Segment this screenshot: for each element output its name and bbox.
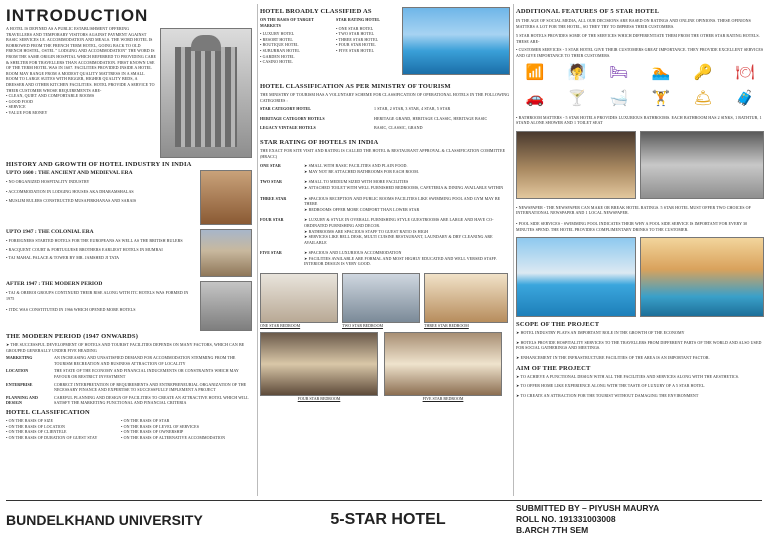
luggage-icon: 🧳	[735, 91, 755, 108]
aim-heading: AIM OF THE PROJECT	[516, 364, 591, 372]
taj-palace-photo	[200, 229, 252, 277]
list-item: • GOOD FOOD	[6, 99, 156, 105]
list-item: • ON THE BASIS OF LOCATION	[6, 424, 111, 430]
list-item: ➤ SMALL TO MEDIUM SIZED WITH MORE FACILITIES	[304, 179, 503, 185]
luxury-bathroom-photo	[516, 131, 636, 199]
list-item: ➤ SERVICES LIKE BELL DESK, MULTI CUISINE RESTAURANT, LAUNDARY & DRY CLEANING ARE AVAILABLE	[304, 234, 510, 245]
list-item: ➤ TO ACHIEVE A FUNCTIONAL DESIGN WITH ALL THE FACILITIES AND SERVICES ALONG WITH THE AESTHETICS.	[516, 374, 764, 380]
list-item: ➤ HOTELS PROVIDE HOSPITALITY SERVICES TO THE TRAVELLERS FROM DIFFERENT PARTS OF THE WORLD AND ALSO USED FOR SOCIAL GATHERINGS AND MEETINGS.	[516, 340, 764, 351]
additional-features-heading: ADDITIONAL FEATURES OF 5 STAR HOTEL	[516, 8, 660, 15]
list-item: ➤ ATTACHED TOILET WITH WELL FURNISHED BEDROOMS, CAFETERIA & DINING AVAILABLE WITHIN	[304, 185, 503, 191]
submitted-by: SUBMITTED BY – PIYUSH MAURYA	[516, 503, 660, 513]
star-label: TWO STAR	[260, 179, 282, 185]
factor-label: PLANNING AND DESIGN	[6, 394, 38, 406]
bath-icon: 🛁	[609, 91, 629, 108]
list-item: • ON THE BASIS OF ALTERNATIVE ACCOMMODATION	[121, 435, 251, 441]
factor-value: THE STATE OF THE ECONOMY AND FINANCIAL INDUCEMENTS OR CONSTRAINTS WHICH MAY FAVOUR OR RESTRICT INVESTMENT	[54, 368, 239, 379]
list-item: • FIVE STAR HOTEL	[336, 48, 396, 54]
list-item: • MUSLIM RULERS CONSTRUCTED MUSAFIRKHANAS AND SARAIS	[6, 198, 196, 204]
factor-value: CAREFUL PLANNING AND DESIGN OF FACILITIES TO CREATE AN ATTRACTIVE HOTEL WHICH WILL SATISFY THE MARKETING FUNCTIONAL AND FINANCIAL CRITERIA	[54, 394, 249, 406]
column-classification	[260, 6, 510, 401]
factor-value: CORRECT INTERPRETATION OF REQUIREMENTS AND ENTREPRENEURIAL ORGANIZATION OF THE NECESSARY FINANCE AND EXPERTISE TO SUCCESSFULLY IMPLEMENT A PROJECT	[54, 381, 247, 393]
pool-side-item: • POOL SIDE SERVICES - SWIMMING POOL INDICATES THEIR WHY A POOL SIDE SERVICE IS IMPORTANT FOR EVERY 30 MINUTES SPEND. THE HOTEL PROVIDES COMPLIMENTARY DRINKS TO THE CUSTOMER.	[516, 221, 764, 232]
features-text: IN THE AGE OF SOCIAL MEDIA, ALL OUR DECISIONS ARE BASED ON RATINGS AND ONLINE OPINIONS. THESE OPINIONS MATTERS A LOT FOR THE HOTEL, SO THEY TRY TO IMPRESS THEIR CUSTOMERS.	[516, 18, 751, 29]
list-item: • ON THE BASIS OF SIZE	[6, 418, 111, 424]
gym-icon: 🏋	[651, 91, 671, 108]
list-item: • ON THE BASIS OF DURATION OF GUEST STAY	[6, 435, 111, 441]
list-item: ➤ MAY NOT BE ATTACHED BATHROOMS FOR EACH ROOM.	[304, 169, 419, 175]
photo-caption: TWO STAR BEDROOM	[342, 323, 384, 329]
shower-bathroom-photo	[640, 131, 764, 199]
university-name: BUNDELKHAND UNIVERSITY	[6, 511, 203, 528]
list-item: • VALUE FOR MONEY	[6, 110, 156, 116]
list-item: • ON THE BASIS OF OWNERSHIP	[121, 429, 251, 435]
sub-heading: ON THE BASIS OF TARGET MARKETS	[260, 17, 314, 28]
scope-heading: SCOPE OF THE PROJECT	[516, 321, 600, 329]
list-item: ➤ BEDROOMS OFFER MORE COMFORT THAN LOWER STAR	[304, 207, 510, 213]
car-icon: 🚗	[525, 91, 545, 108]
period-heading: UPTO 1600 : THE ANCIENT AND MEDIEVAL ERA	[6, 170, 133, 176]
list-item: • ACCOMMODATION IN LODGING HOUSES AKA DHARAMSHALAS	[6, 189, 196, 195]
newspaper-item: • NEWSPAPER - THE NEWSPAPER CAN MAKE OR BREAK HOTEL RATINGS. 5 STAR HOTEL MUST OFFER TWO CHOICES OF INTERNATIONAL NEWSPAPER AND 1 LOCAL NEWSPAPER.	[516, 205, 764, 216]
list-item: ➤ SPACIOUS AND LUXURIOUS ACCOMMODATION	[304, 250, 510, 256]
title-block	[6, 500, 762, 538]
list-item: • ON THE BASIS OF CLIENTELE	[6, 429, 111, 435]
list-item: • ONE STAR HOTEL	[336, 26, 396, 32]
classification-heading: HOTEL CLASSIFICATION	[6, 408, 90, 416]
list-item: • SUBURBAN HOTEL	[260, 48, 330, 54]
column-features	[516, 6, 764, 398]
list-item: • FOREIGNERS STARTED HOTELS FOR THE EUROPEANS AS WELL AS THE BRITISH RULERS	[6, 238, 196, 244]
one-star-bedroom-photo	[260, 273, 338, 323]
pool-icon: 🏊	[651, 65, 671, 82]
photo-caption: THREE STAR BEDROOM	[424, 323, 469, 329]
category-value: BASIC, CLASSIC, GRAND	[374, 125, 423, 131]
semester: B.ARCH 7TH SEM	[516, 525, 589, 535]
ministry-heading: HOTEL CLASSIFICATION AS PER MINISTRY OF TOURISM	[260, 83, 451, 90]
list-item: • ITDC WAS CONSTITUTED IN 1966 WHICH OPENED MORE HOTELS	[6, 307, 196, 313]
star-label: FOUR STAR	[260, 217, 284, 223]
category-label: HERITAGE CATEGORY HOTELS	[260, 115, 325, 121]
photo-caption: FOUR STAR BEDROOM	[297, 396, 341, 402]
list-item: ➤ SPACIOUS RECEPTION AND PUBLIC ROOMS FACILITIES LIKE SWIMMING POOL AND GYM MAY BE THERE	[304, 196, 510, 207]
spa-icon: 🧖	[567, 65, 587, 82]
list-item: ➤ BATHROOMS ARE SPACIOUS STAFF TO GUEST RATIO IS HIGH	[304, 229, 510, 235]
star-label: FIVE STAR	[260, 250, 282, 256]
column-divider	[257, 4, 258, 496]
star-rating-text: THE EXACT FOR SITE VISIT AND RATING IS CALLED THE HOTEL & RESTAURANT APPROVAL & CLASSIFICATION COMMITTEE (HRACC)	[260, 147, 506, 159]
list-item: ➤ TO OFFER HOME LIKE EXPERIENCE ALONG WITH THE TASTE OF LUXURY OF A 5 STAR HOTEL.	[516, 383, 764, 389]
list-item: • CASINO HOTEL	[260, 59, 330, 65]
list-item: ➤ FACILITIES AVAILABLE ARE FORMAL AND MOST HIGHLY EDUCATED AND WELL VERSED STAFF. INTERIOR DESIGN IS VERY GOOD.	[304, 256, 510, 267]
intro-text: A HOTEL IS DEFINED AS A PUBLIC ESTABLISHMENT OFFERING TRAVELLERS AND TEMPORARY VISITORS AGAINST PAYMENT AGAINST BASIC SERVICES I.E. ACCOMMODATION AND MEALS. THE WORD HOTEL IS BORROWED FROM THE FRENCH TERM HOTEL, GOING BACK TO OLD FRENCH HOSTEL, OSTEL " LODGING AND ACCOMMODATION" THE WORD IS FROM THE SAME ORIGIN HOSPITAL WHICH REFERRED TO PROVIDING CARE & SHELTER FOR TRAVELLERS THAN ACCOMMODATION. FIRST KNOWN USE OF THE TERM HOTEL WAS IN 1607. FACILITIES PROVIDED INSIDE A HOTEL ROOM MAY RANGE FROM A MODEST QUALITY MATTRESS IN A SMALL ROOM TO LARGE SUITES WITH BIGGER, HIGHER QUALITY BEDS, A DRESSER AND OTHER KITCHEN FACILITIES. HOTEL PROVIDE A SERVICE TO THEIR CUSTOMER WHOSE REQUIREMENTS ARE-	[6, 26, 157, 93]
modern-period-heading: THE MODERN PERIOD (1947 ONWARDS)	[6, 333, 139, 340]
four-star-bedroom-photo	[260, 332, 378, 396]
list-item: ➤ TO CREATE AN ATTRACTION FOR THE TOURIST WITHOUT DAMAGING THE ENVIRONMENT	[516, 393, 764, 399]
roll-number: ROLL NO. 191331003008	[516, 514, 616, 524]
list-item: • CLEAN, QUIET AND COMFORTABLE ROOMS	[6, 93, 156, 99]
five-star-bedroom-photo	[384, 332, 502, 396]
column-introduction	[6, 6, 254, 440]
submission-info	[516, 503, 659, 536]
key-icon: 🔑	[693, 65, 713, 82]
two-star-bedroom-photo	[342, 273, 420, 323]
list-item: • TAJ MAHAL PALACE & TOWER BY MR. JAMSHED JI TATA	[6, 255, 196, 261]
factor-table	[6, 355, 254, 406]
cocktail-icon: 🍸	[567, 91, 587, 108]
factor-label: MARKETING	[6, 355, 33, 361]
category-value: HERITAGE GRAND, HERITAGE CLASSIC, HERITAGE BASIC	[374, 115, 488, 121]
list-item: • RESORT HOTEL	[260, 37, 330, 43]
list-item: • ON THE BASIS OF STAR	[121, 418, 251, 424]
list-item: • RACQUENT COURT & PORTUGUESE BROTHERS EARLIEST HOTELS IN MUMBAI	[6, 247, 196, 253]
star-label: ONE STAR	[260, 163, 281, 169]
list-item: ➤ LUXURY & STYLE IN OVERALL FURNISHING STYLE GUESTROOMS ARE LARGE AND HAVE CO-ORDINATED FURNISHING AND DECOR.	[304, 217, 510, 228]
list-item: • LUXURY HOTEL	[260, 31, 330, 37]
list-item: ➤ ENHANCEMENT IN THE INFRASTRUCTURE FACILITIES OF THE AREA IS AN IMPORTANT FACTOR.	[516, 355, 764, 361]
pool-service-photo	[640, 237, 764, 317]
list-item: • SERVICE	[6, 104, 156, 110]
category-label: LEGACY VINTAGE HOTELS	[260, 125, 316, 131]
period-heading: AFTER 1947 : THE MODERN PERIOD	[6, 281, 103, 287]
factor-label: LOCATION	[6, 368, 29, 374]
project-title: 5-STAR HOTEL	[330, 510, 446, 528]
list-item: ➤ HOTEL INDUSTRY PLAYS AN IMPORTANT ROLE IN THE GROWTH OF THE ECONOMY	[516, 330, 764, 336]
photo-caption: FIVE STAR BEDROOM	[422, 396, 464, 402]
photo-caption: ONE STAR BEDROOM	[260, 323, 301, 329]
list-item: • TWO STAR HOTEL	[336, 31, 396, 37]
room-service-icon: 🛎	[693, 91, 713, 108]
bed-icon: 🛏	[609, 65, 629, 82]
features-text: 5 STAR HOTELS PROVIDES SOME OF THE SERVICES WHICH DIFFERENTIATE THEM FROM THE OTHER STAR RATING HOTELS. THESE ARE-	[516, 33, 760, 44]
intro-list	[6, 93, 156, 115]
list-item: • FOUR STAR HOTEL	[336, 42, 396, 48]
resort-photo	[402, 7, 510, 75]
list-item: • BOUTIQUE HOTEL	[260, 42, 330, 48]
factor-label: ENTERPRISE	[6, 381, 33, 387]
customer-services-item: • CUSTOMER SERVICES - 5 STAR HOTEL GIVE THEIR CUSTOMERS GREAT IMPORTANCE. THEY PROVIDE EXCELLENT SERVICES AND GIVE IMPORTANCE TO THEIR CUSTOMERS.	[516, 47, 764, 58]
list-item: • TAJ & OBEROI GROUPS CONTINUED THEIR RISE ALONG WITH ITC HOTELS WAS FORMED IN 1975	[6, 290, 196, 301]
sub-heading: STAR RATING HOTEL	[336, 17, 381, 22]
fort-photo	[200, 170, 252, 225]
dining-icon: 🍽	[735, 65, 755, 82]
list-item: ➤ SMALL WITH BASIC FACILITIES AND PLAIN FOOD.	[304, 163, 419, 169]
list-item: ➤ THE SUCCESSFUL DEVELOPMENT OF HOTELS AND TOURIST FACILITIES DEPENDS ON MANY FACTORS, WHICH CAN BE GROUPED GENERALLY UNDER FIVE HEADING	[6, 342, 254, 353]
three-star-bedroom-photo	[424, 273, 508, 323]
list-item: • ON THE BASIS OF LEVEL OF SERVICES	[121, 424, 251, 430]
history-heading: HISTORY AND GROWTH OF HOTEL INDUSTRY IN INDIA	[6, 161, 192, 168]
period-heading: UPTO 1947 : THE COLONIAL ERA	[6, 229, 94, 235]
list-item: • GARDEN HOTEL	[260, 54, 330, 60]
star-rating-heading: STAR RATING OF HOTELS IN INDIA	[260, 138, 379, 146]
pool-photo	[516, 237, 636, 317]
star-label: THREE STAR	[260, 195, 287, 201]
column-divider	[513, 4, 514, 496]
category-label: STAR CATEGORY HOTEL	[260, 106, 312, 112]
list-item: • NO ORGANIZED HOSPITALITY INDUSTRY	[6, 179, 196, 185]
heritage-hotel-photo	[160, 28, 252, 158]
category-value: 1 STAR, 2 STAR, 3 STAR, 4 STAR, 5 STAR	[374, 106, 451, 112]
amenity-icons	[516, 63, 764, 109]
wifi-icon: 📶	[525, 65, 545, 82]
list-item: • THREE STAR HOTEL	[336, 37, 396, 43]
broad-heading: HOTEL BROADLY CLASSIFIED AS	[260, 8, 372, 15]
intro-title: INTRODUCTION	[6, 6, 149, 25]
bathroom-item: • BATHROOM MATTERS - 5 STAR HOTELS PROVIDES LUXURIOUS BATHROOMS. EACH BATHROOM HAS 2 SINKS, 1 BATHTUB, 1 STAND ALONE SHOWER AND 1 TOILET SEAT	[516, 115, 764, 126]
ministry-text: THE MINISTRY OF TOURISM HAS A VOLUNTARY SCHEME FOR CLASSIFICATION OF OPERATIONAL HOTELS IN THE FOLLOWING CATEGORIES :	[260, 92, 510, 103]
modern-hotel-photo	[200, 281, 252, 331]
factor-value: AN INCREASING AND UNSATISFIED DEMAND FOR ACCOMMODATION STEMMING FROM THE TOURISM RECREATION AND BUSINESS ATTRACTION OF LOCALITY	[54, 355, 236, 366]
